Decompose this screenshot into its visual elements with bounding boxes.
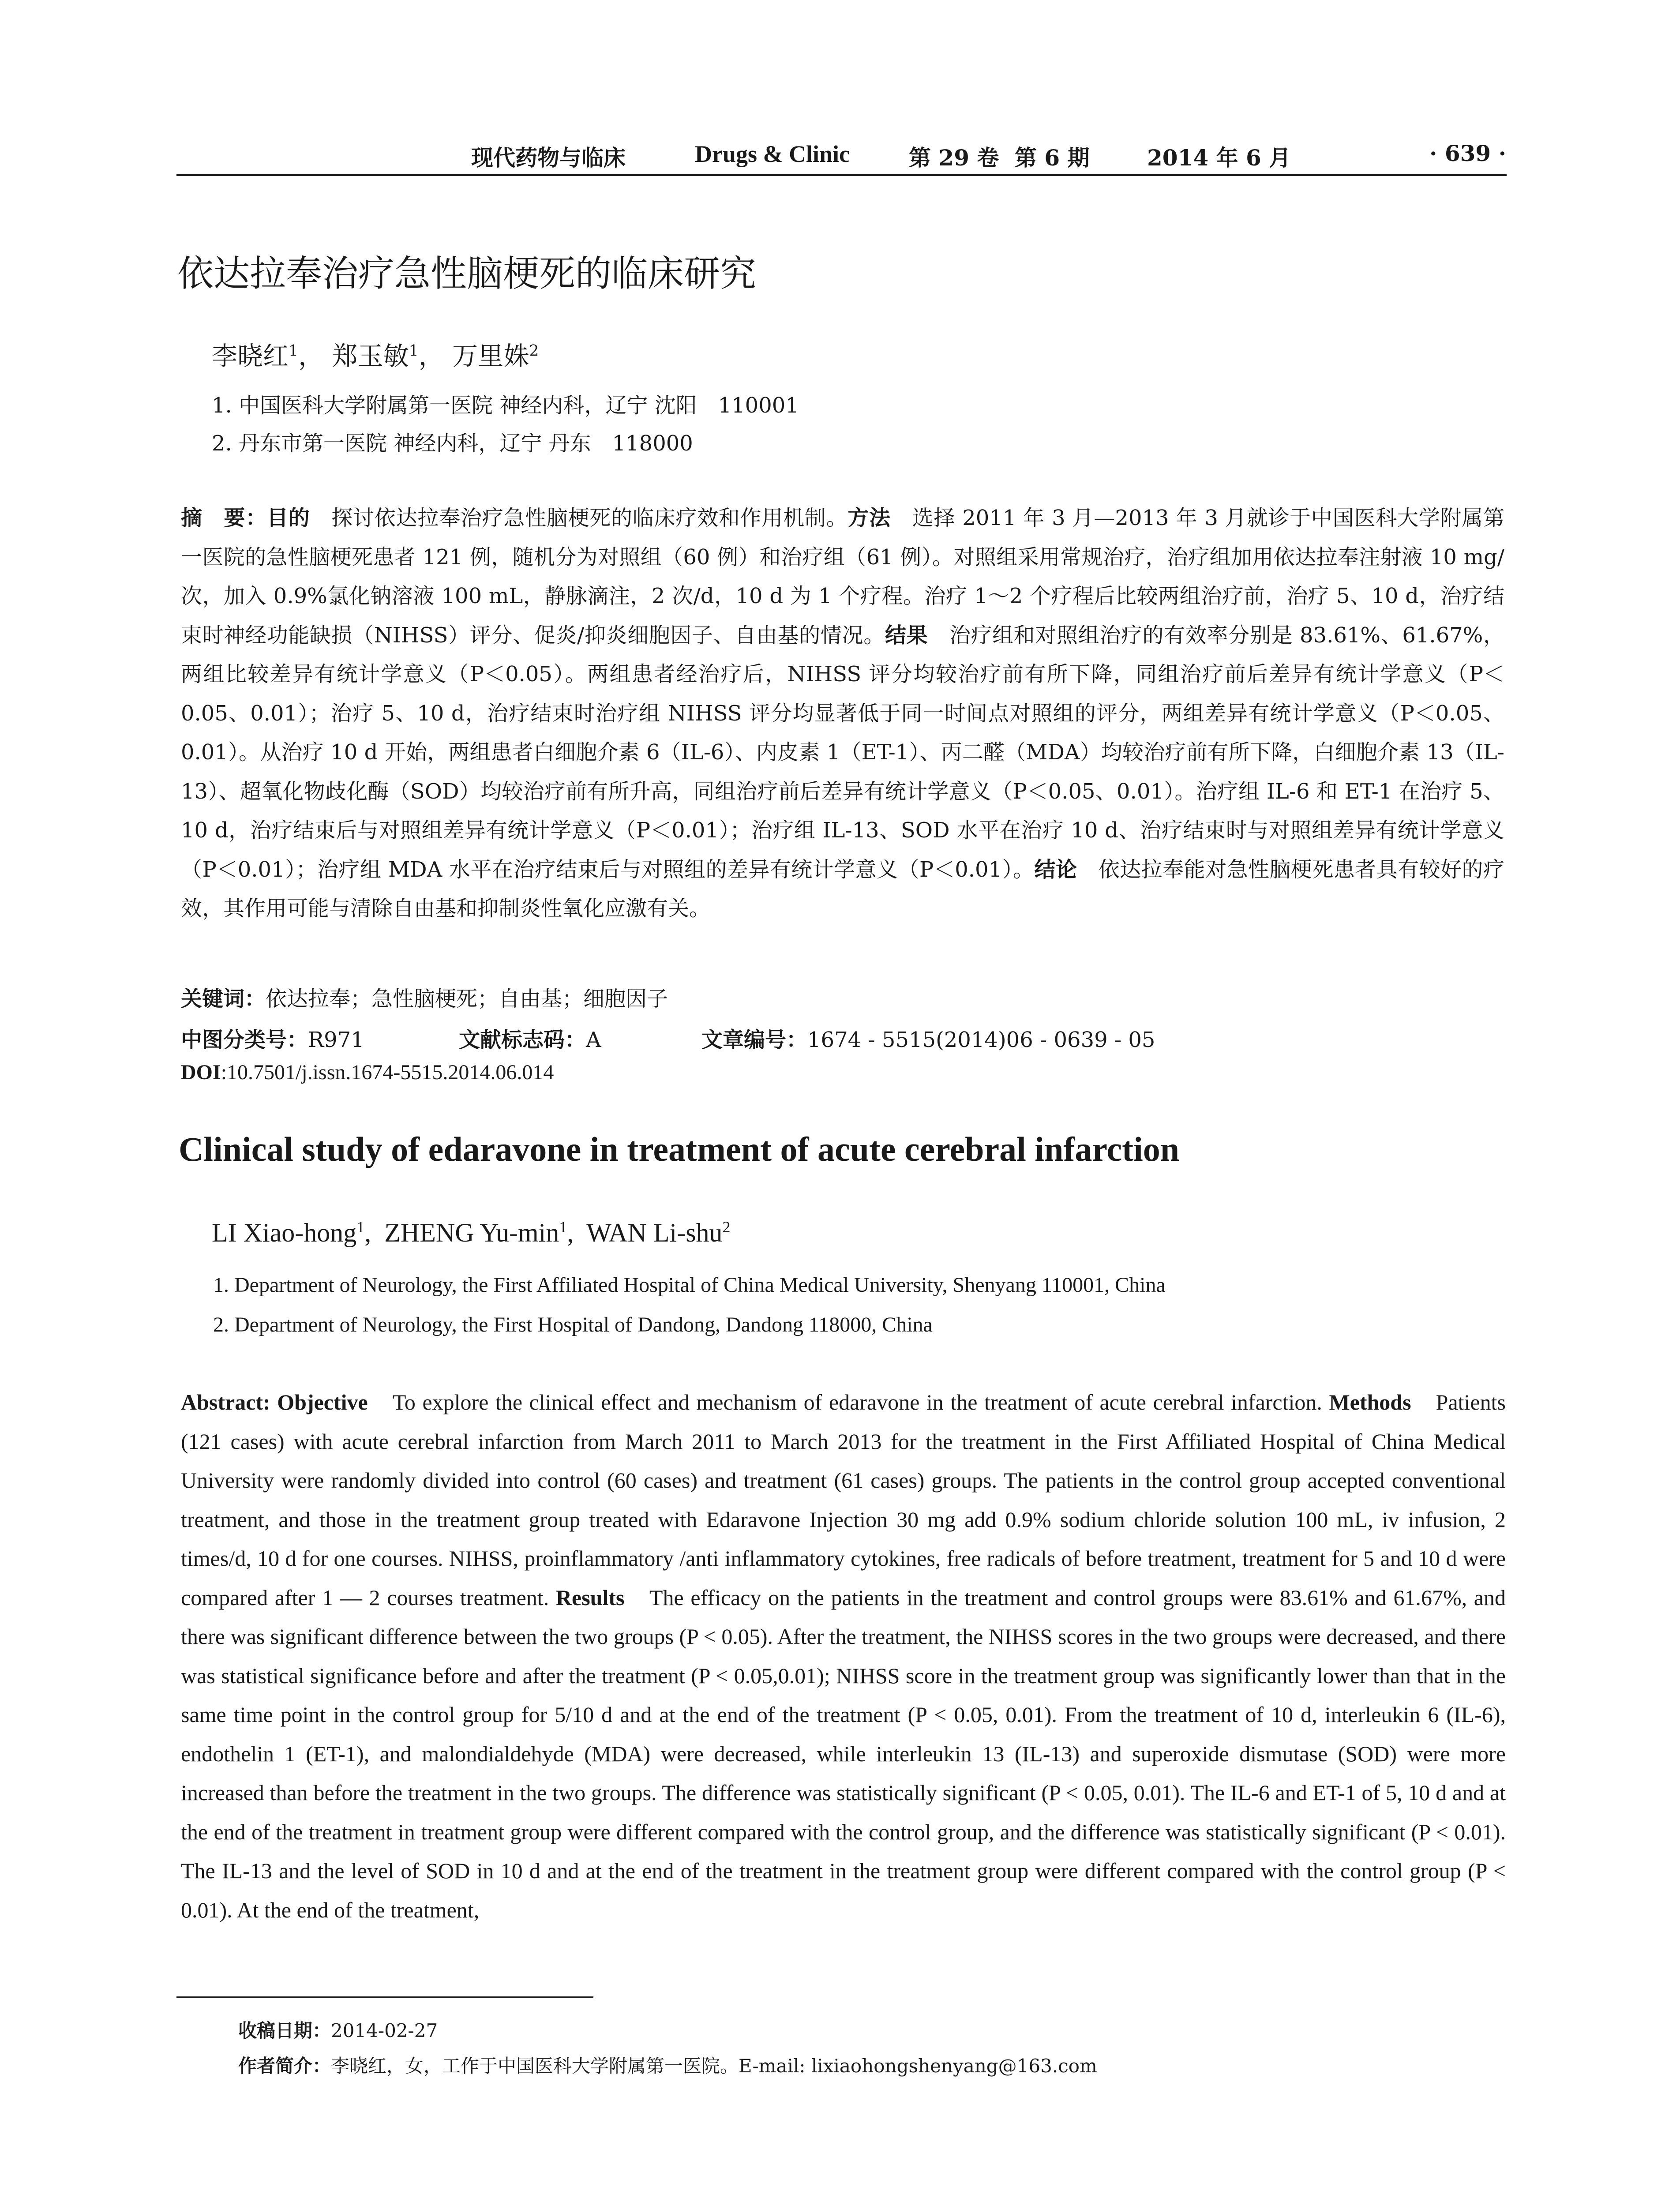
article-title-en: Clinical study of edaravone in treatment of acute cerebral infarction [179,1130,1180,1168]
conclusion-cn-text: 依达拉奉能对急性脑梗死患者具有较好的疗效，其作用可能与清除自由基和抑制炎性氧化应激有关。 [181,857,1504,921]
header-journal-cn: 现代药物与临床 [471,145,626,171]
results-cn-text: 治疗组和对照组治疗的有效率分别是 83.61%、61.67%，两组比较差异有统计学意义（P＜0.05）。两组患者经治疗后，NIHSS 评分均较治疗前有所下降，同组治疗前后差异有统计学意义（P＜0.05、0.01）；治疗 5、10 d，治疗结束时治疗组 NIHSS 评分均显著低于同一时间点对照组的评分，两组差异有统计学意义（P＜0.05、0.01）。从治疗 10 d 开始，两组患者白细胞介素 6（IL-6）、内皮素 1（ET-1）、丙二醛（MDA）均较治疗前有所下降，白细胞介素 13（IL-13）、超氧化物歧化酶（SOD）均较治疗前有所升高，同组治疗前后差异有统计学意义（P＜0.05、0.01）。治疗组 IL-6 和 ET-1 在治疗 5、10 d，治疗结束后与对照组差异有统计学意义（P＜0.01）；治疗组 IL-13、SOD 水平在治疗 10 d、治疗结束时与对照组差异有统计学意义（P＜0.01）；治疗组 MDA 水平在治疗结束后与对照组的差异有统计学意义（P＜0.01）。 [181,623,1504,882]
affiliation-cn-1: 1. 中国医科大学附属第一医院 神经内科，辽宁 沈阳 110001 [212,393,799,418]
author-name: LI Xiao-hong [212,1218,357,1247]
keywords-text: 依达拉奉；急性脑梗死；自由基；细胞因子 [266,987,668,1011]
article-number-line [701,1023,1155,1053]
results-cn-label: 结果 [885,623,928,648]
authors-en: LI Xiao-hong$^1$, ZHENG $Yu-\min^1$, WAN Li-shu$^2$ [212,1218,731,1247]
methods-en-label: Methods [1329,1390,1411,1414]
author-name: WAN Li-shu [586,1218,723,1247]
author-affiliation-mark: 2 [529,342,539,360]
results-en-text: The efficacy on the patients in the treatment and control groups were 83.61% and 61.67%, and there was significant difference between the two groups (P < 0.05). After the treatment, the NIHSS scores in the two groups were decreased, and there was statistical significance before and after the treatment (P < 0.05,0.01); NIHSS score in the treatment group was significantly lower than that in the same time point in the control group for 5/10 d and at the end of the treatment (P < 0.05, 0.01). From the treatment of 10 d, interleukin 6 (IL-6), endothelin 1 (ET-1), and malondialdehyde (MDA) were decreased, while interleukin 13 (IL-13) and superoxide dismutase (SOD) were more increased than before the treatment in the two groups. The difference was statistically significant (P < 0.05, 0.01). The IL-6 and ET-1 of 5, 10 d and at the end of the treatment in treatment group were different compared with the control group, and the difference was statistically significant (P < 0.01). The IL-13 and the level of SOD in 10 d and at the end of the treatment in the treatment group were different compared with the control group (P < 0.01). At the end of the treatment, [181,1585,1506,1922]
clc-value: R971 [308,1028,364,1052]
article-no-value: 1674 - 5515(2014)06 - 0639 - 05 [807,1028,1155,1052]
author-bio [238,2052,1097,2078]
author-name: 李晓红 [212,341,289,371]
author-affiliation-mark: 1 [559,1218,567,1236]
abstract-en-label: Abstract: Objective [181,1390,368,1414]
bio-text: 李晓红，女，工作于中国医科大学附属第一医院。E-mail: lixiaohongshenyang@163.com [331,2055,1097,2077]
header-page-number: · 639 · [1429,140,1506,166]
header-volume: 第 29 卷 [909,145,999,171]
objective-en-text: To explore the clinical effect and mechanism of edaravone in the treatment of acute cerebral infarction. [368,1390,1322,1414]
abstract-en [181,1383,1506,1929]
author-affiliation-mark: 1 [356,1218,365,1236]
authors-cn: 李晓红$^1$， 郑玉敏$^1$， 万里姝$^2$ [212,341,539,371]
bio-label: 作者简介： [238,2055,331,2077]
objective-cn-text: 探讨依达拉奉治疗急性脑梗死的临床疗效和作用机制。 [310,506,848,530]
author-name: ZHENG Yu-min [384,1218,559,1247]
clc-label: 中图分类号： [181,1028,308,1052]
header-journal-en: Drugs & Clinic [695,141,850,167]
keywords-cn [181,982,668,1012]
affiliation-en-2: 2. Department of Neurology, the First Hospital of Dandong, Dandong 118000, China [213,1313,933,1336]
doc-code-label: 文献标志码： [459,1028,586,1052]
methods-cn-label: 方法 [848,506,891,530]
doc-code-value: A [586,1028,601,1052]
methods-cn-text: 选择 2011 年 3 月—2013 年 3 月就诊于中国医科大学附属第一医院的急性脑梗死患者 121 例，随机分为对照组（60 例）和治疗组（61 例）。对照组采用常规治疗，治疗组加用依达拉奉注射液 10 mg/次，加入 0.9%氯化钠溶液 100 mL，静脉滴注，2 次/d，10 d 为 1 个疗程。治疗 1～2 个疗程后比较两组治疗前，治疗 5、10 d，治疗结束时神经功能缺损（NIHSS）评分、促炎/抑炎细胞因子、自由基的情况。 [181,506,1504,648]
conclusion-cn-label: 结论 [1034,857,1077,882]
doi-line [181,1060,554,1084]
article-no-label: 文章编号： [701,1028,808,1052]
author-name: 万里姝 [452,341,529,371]
author-name: 郑玉敏 [332,341,409,371]
abstract-cn-label: 摘 要： [181,506,267,530]
author-affiliation-mark: 2 [722,1218,731,1236]
article-title-cn: 依达拉奉治疗急性脑梗死的临床研究 [177,253,757,295]
affiliation-en-1: 1. Department of Neurology, the First Affiliated Hospital of China Medical University, Shenyang 110001, China [213,1273,1166,1297]
received-date [238,2016,438,2043]
header-issue: 第 6 期 [1015,145,1090,171]
classification-line [181,1023,364,1053]
doi-label: DOI [181,1061,221,1084]
results-en-label: Results [555,1585,625,1610]
doi-value: :10.7501/j.issn.1674-5515.2014.06.014 [221,1061,554,1084]
header-rule [176,174,1507,176]
objective-cn-label: 目的 [267,506,310,530]
methods-en-text: Patients (121 cases) with acute cerebral infarction from March 2011 to March 2013 for the treatment in the First Affiliated Hospital of China Medical University were randomly divided into control (60 cases) and treatment (61 cases) groups. The patients in the control group accepted conventional treatment, and those in the treatment group treated with Edaravone Injection 30 mg add 0.9% sodium chloride solution 100 mL, iv infusion, 2 times/d, 10 d for one courses. NIHSS, proinflammatory /anti inflammatory cytokines, free radicals of before treatment, treatment for 5 and 10 d were compared after 1 — 2 courses treatment. [181,1390,1506,1610]
affiliation-cn-2: 2. 丹东市第一医院 神经内科，辽宁 丹东 118000 [212,431,693,456]
keywords-label: 关键词： [181,987,266,1011]
received-label: 收稿日期： [238,2020,331,2041]
received-value: 2014-02-27 [331,2020,438,2041]
document-code-line [459,1023,601,1053]
header-date: 2014 年 6 月 [1147,145,1291,171]
author-affiliation-mark: 1 [409,342,419,360]
author-affiliation-mark: 1 [289,342,299,360]
abstract-cn [181,499,1504,928]
footnote-rule [176,1996,593,1998]
